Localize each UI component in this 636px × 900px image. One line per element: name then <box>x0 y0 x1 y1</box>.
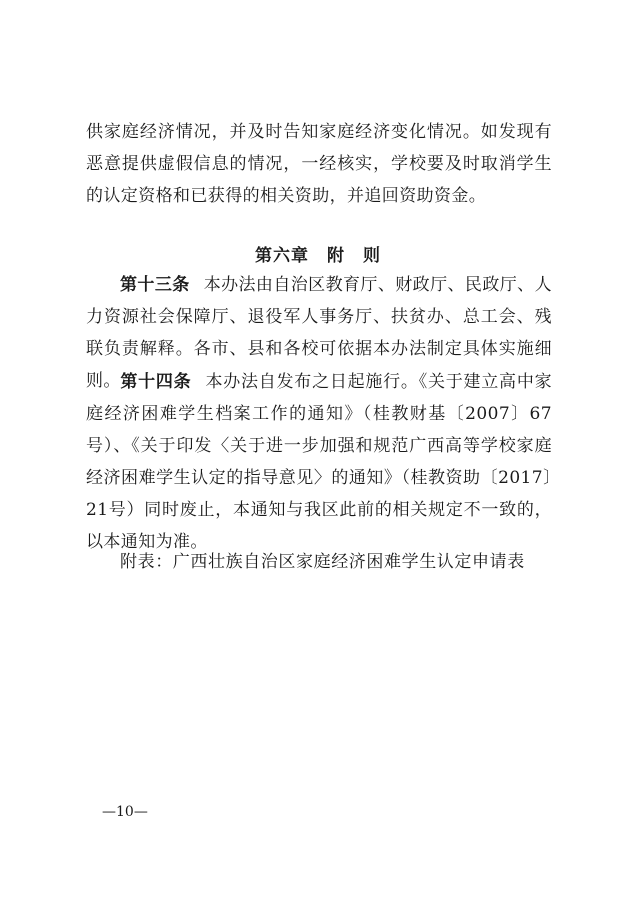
article-14-label: 第十四条 <box>120 372 192 392</box>
article-14 <box>86 366 552 558</box>
article-13-label: 第十三条 <box>120 275 190 295</box>
article-13-text: 本办法由自治区教育厅、财政厅、民政厅、人力资源社会保障厅、退役军人事务厅、扶贫办、总工会、残联负责解释。各市、县和各校可依据本办法制定具体实施细则。 <box>86 275 552 391</box>
attachment-note: 附表：广西壮族自治区家庭经济困难学生认定申请表 <box>120 552 525 572</box>
page-number: —10— <box>102 804 148 820</box>
article-14-text: 本办法自发布之日起施行。《关于建立高中家庭经济困难学生档案工作的通知》（桂教财基〔2007〕67号）、《关于印发〈关于进一步加强和规范广西高等学校家庭经济困难学生认定的指导意见〉的通知》（桂教资助〔2017〕21号）同时废止，本通知与我区此前的相关规定不一致的，以本通知为准。 <box>86 372 552 552</box>
continued-paragraph: 供家庭经济情况，并及时告知家庭经济变化情况。如发现有恶意提供虚假信息的情况，一经核实，学校要及时取消学生的认定资格和已获得的相关资助，并追回资助资金。 <box>86 122 552 206</box>
chapter-heading: 第六章 附 则 <box>255 246 381 266</box>
